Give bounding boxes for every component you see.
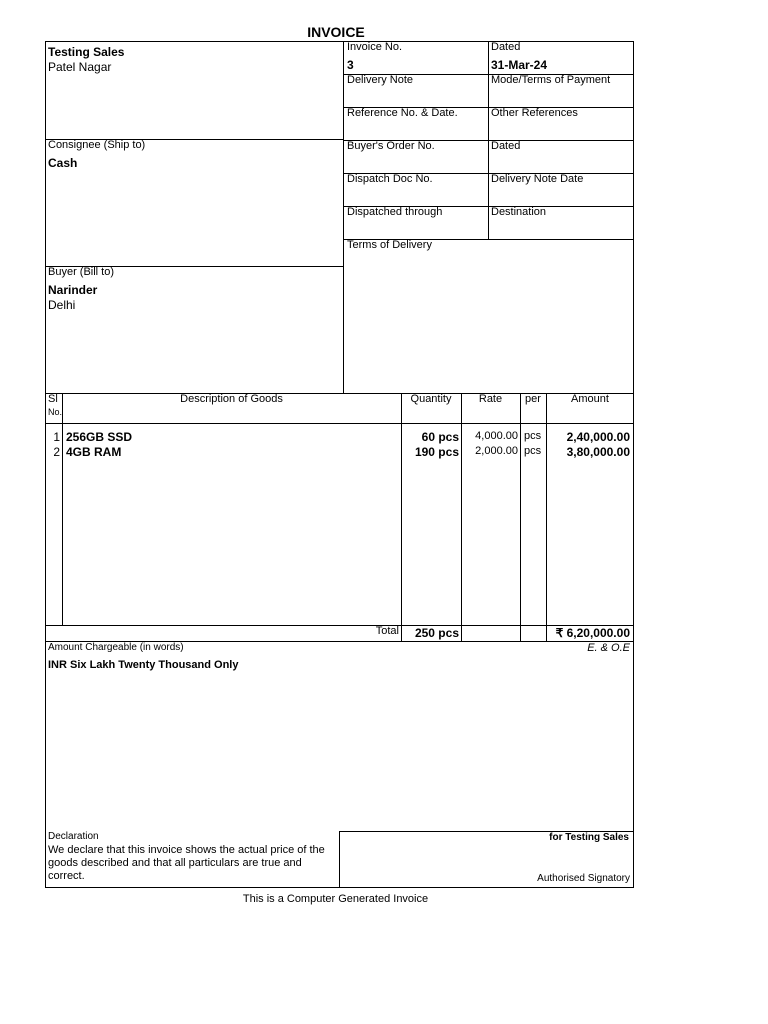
invoice-no-label: Invoice No. — [347, 41, 403, 53]
declaration-line3: correct. — [48, 870, 85, 882]
row1-description: 256GB SSD — [66, 430, 133, 444]
invoice-title: INVOICE — [307, 24, 365, 40]
left-right-divider — [343, 41, 344, 393]
eoe-text: E. & O.E — [587, 642, 630, 654]
header-description: Description of Goods — [180, 393, 283, 405]
row1-quantity: 60 pcs — [421, 430, 459, 444]
header-per: per — [525, 393, 541, 405]
row2-amount: 3,80,000.00 — [566, 445, 630, 459]
buyers-order-label: Buyer's Order No. — [347, 140, 435, 152]
header-sl-no: No. — [48, 407, 63, 417]
amount-words-value: INR Six Lakh Twenty Thousand Only — [48, 659, 239, 671]
row2-sl: 2 — [53, 445, 60, 459]
dated2-label: Dated — [491, 140, 521, 152]
buyer-address: Delhi — [48, 298, 76, 312]
reference-label: Reference No. & Date. — [347, 107, 458, 119]
declaration-label: Declaration — [48, 831, 99, 842]
mode-terms-label: Mode/Terms of Payment — [491, 74, 611, 86]
destination-label: Destination — [491, 206, 547, 218]
header-sl: Sl — [48, 393, 58, 405]
header-quantity: Quantity — [410, 393, 452, 405]
total-label: Total — [375, 625, 399, 637]
total-quantity: 250 pcs — [414, 626, 459, 640]
declaration-line1: We declare that this invoice shows the actual price of the — [48, 844, 325, 856]
delivery-note-label: Delivery Note — [347, 74, 414, 86]
amount-words-label: Amount Chargeable (in words) — [48, 642, 184, 653]
buyer-label: Buyer (Bill to) — [48, 266, 115, 278]
for-company-label: for Testing Sales — [549, 832, 629, 843]
seller-name: Testing Sales — [48, 45, 125, 59]
header-amount: Amount — [571, 393, 609, 405]
buyer-name: Narinder — [48, 283, 98, 297]
col-rate-divider — [520, 393, 521, 641]
row2-description: 4GB RAM — [66, 445, 122, 459]
delivery-note-date-label: Delivery Note Date — [491, 173, 584, 185]
row2-rate: 2,000.00 — [475, 445, 518, 457]
authorised-signatory-label: Authorised Signatory — [537, 873, 630, 884]
header-rate: Rate — [478, 393, 503, 405]
dispatched-through-label: Dispatched through — [347, 206, 443, 218]
declaration-line2: goods described and that all particulars are true and — [48, 857, 302, 869]
seller-address: Patel Nagar — [48, 60, 112, 74]
footer-text: This is a Computer Generated Invoice — [242, 893, 429, 905]
row1-rate: 4,000.00 — [475, 430, 518, 442]
other-references-label: Other References — [491, 107, 578, 119]
row1-per: pcs — [524, 430, 542, 442]
invoice-no-value: 3 — [347, 58, 354, 72]
col-sl-divider — [62, 393, 63, 625]
consignee-label: Consignee (Ship to) — [48, 139, 146, 151]
dated-label: Dated — [491, 41, 521, 53]
terms-delivery-label: Terms of Delivery — [347, 239, 432, 251]
row1-amount: 2,40,000.00 — [566, 430, 630, 444]
dated-value: 31-Mar-24 — [491, 58, 548, 72]
total-amount: ₹ 6,20,000.00 — [555, 626, 630, 640]
row2-per: pcs — [524, 445, 542, 457]
dispatch-doc-label: Dispatch Doc No. — [347, 173, 433, 185]
row1-sl: 1 — [53, 430, 60, 444]
consignee-name: Cash — [48, 156, 78, 170]
row2-quantity: 190 pcs — [414, 445, 459, 459]
